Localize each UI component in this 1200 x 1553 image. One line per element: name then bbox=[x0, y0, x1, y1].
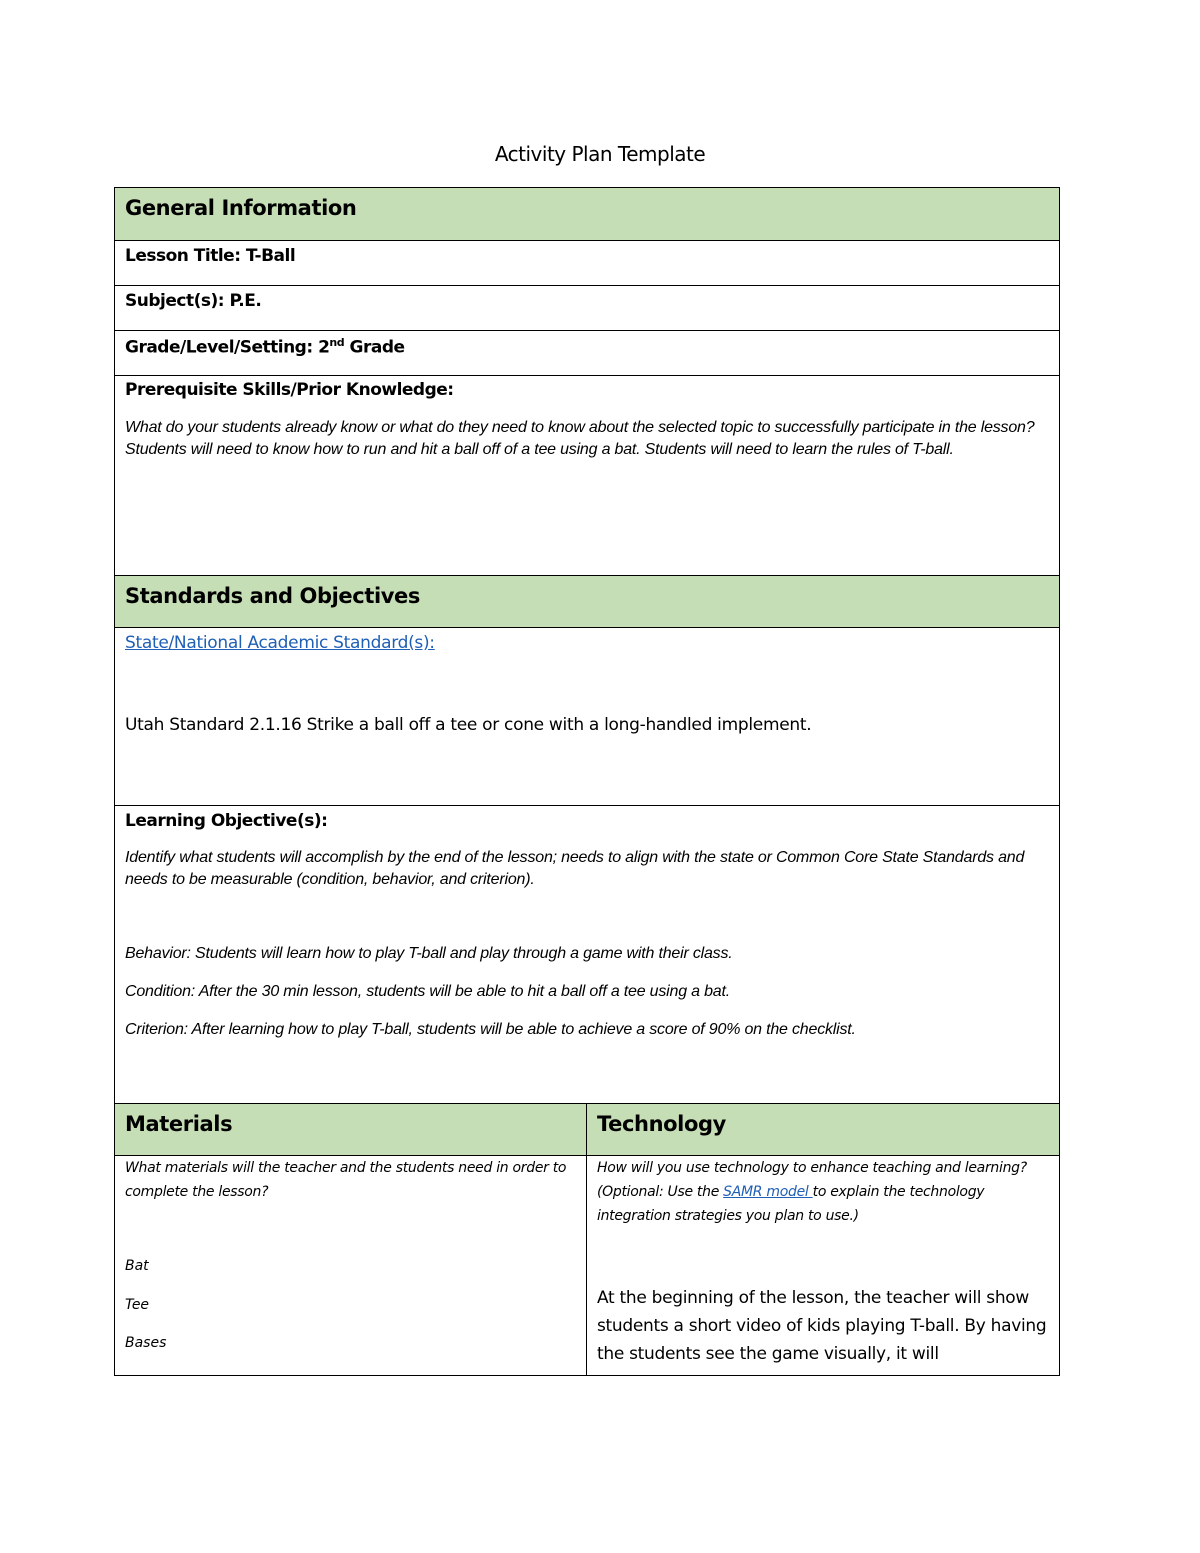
grade-level-setting: Grade/Level/Setting: 2nd Grade bbox=[125, 336, 405, 358]
technology-body: At the beginning of the lesson, the teacher will show students a short video of kids playing T-ball. By having the students see the game visually, it will bbox=[597, 1288, 1047, 1364]
samr-model-link[interactable]: SAMR model bbox=[723, 1184, 813, 1200]
materials-heading: Materials bbox=[115, 1104, 587, 1156]
general-information-header-row bbox=[115, 188, 1060, 241]
prerequisite-label: Prerequisite Skills/Prior Knowledge: bbox=[125, 380, 454, 400]
lesson-title-row bbox=[115, 241, 1060, 286]
document-title: Activity Plan Template bbox=[494, 142, 706, 166]
material-item: Bases bbox=[125, 1335, 167, 1351]
subjects: Subject(s): P.E. bbox=[125, 291, 262, 311]
standards-header-row bbox=[115, 576, 1060, 628]
material-item: Bat bbox=[125, 1258, 149, 1274]
prerequisite-text: What do your students already know or what do they need to know about the selected topic to successfully participate in the lesson? Students will need to know how to run and hit a ball off of a tee using a bat. Students will need to learn the rules of T-ball. bbox=[125, 419, 1035, 458]
technology-prompt: How will you use technology to enhance teaching and learning? (Optional: Use the SAMR model to explain the technology integration strategies you plan to use.) bbox=[597, 1160, 1027, 1224]
standards-row bbox=[115, 628, 1060, 806]
materials-prompt: What materials will the teacher and the students need in order to complete the lesson? bbox=[125, 1160, 567, 1200]
standards-heading: Standards and Objectives bbox=[115, 576, 1060, 628]
standard-text: Utah Standard 2.1.16 Strike a ball off a tee or cone with a long-handled implement. bbox=[125, 715, 812, 735]
material-item: Tee bbox=[125, 1297, 150, 1313]
grade-row bbox=[115, 331, 1060, 376]
materials-technology-header-row bbox=[115, 1104, 1060, 1156]
lesson-title: Lesson Title: T-Ball bbox=[125, 246, 296, 266]
learning-objective-label: Learning Objective(s): bbox=[125, 811, 328, 831]
technology-heading: Technology bbox=[587, 1104, 1060, 1156]
materials-technology-row bbox=[115, 1156, 1060, 1376]
prerequisite-row bbox=[115, 376, 1060, 576]
activity-plan-table bbox=[114, 187, 1060, 1376]
condition-text: Condition: After the 30 min lesson, students will be able to hit a ball off a tee using a bat. bbox=[125, 983, 730, 1000]
technology-cell bbox=[587, 1156, 1060, 1376]
materials-cell bbox=[115, 1156, 587, 1376]
general-information-heading: General Information bbox=[115, 188, 1060, 241]
learning-objective-prompt: Identify what students will accomplish by the end of the lesson; needs to align with the state or Common Core State Standards and needs to be measurable (condition, behavior, and criterion). bbox=[125, 849, 1025, 888]
learning-objectives-row bbox=[115, 806, 1060, 1104]
state-standard-link[interactable]: State/National Academic Standard(s): bbox=[125, 633, 435, 653]
criterion-text: Criterion: After learning how to play T-ball, students will be able to achieve a score of 90% on the checklist. bbox=[125, 1021, 856, 1038]
subjects-row bbox=[115, 286, 1060, 331]
behavior-text: Behavior: Students will learn how to play T-ball and play through a game with their class. bbox=[125, 945, 733, 962]
